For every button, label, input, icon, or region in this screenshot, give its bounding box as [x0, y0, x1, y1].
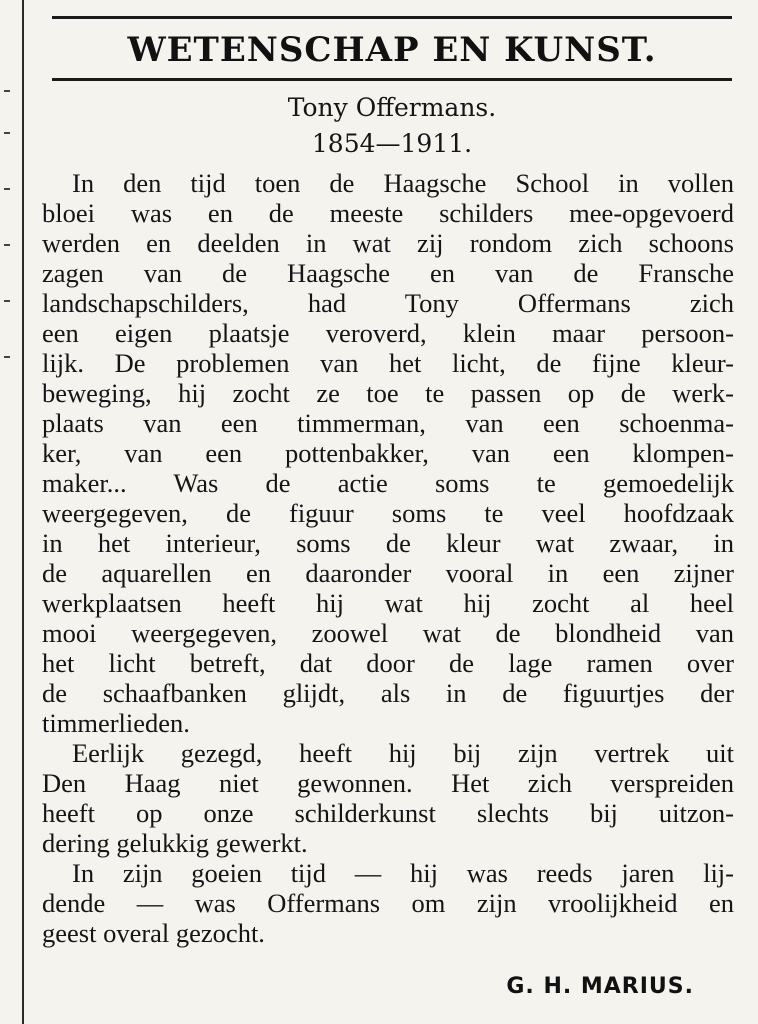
article-line: landschapschilders, had Tony Offermans zich: [42, 288, 734, 318]
author-signature: G. H. MARIUS.: [506, 974, 694, 999]
article-line: In zijn goeien tijd — hij was reeds jaren lij-: [72, 858, 734, 888]
article-line: werkplaatsen heeft hij wat hij zocht al heel: [42, 588, 734, 618]
heading-rule: [52, 78, 732, 81]
article-line: werden en deelden in wat zij rondom zich schoons: [42, 228, 734, 258]
column-divider: [22, 0, 24, 1024]
section-heading: WETENSCHAP EN KUNST.: [127, 30, 657, 70]
article-line: dende — was Offermans om zijn vroolijkheid en: [42, 888, 734, 918]
article-line: geest overal gezocht.: [42, 918, 265, 948]
article-body: [42, 168, 734, 948]
article-line: in het interieur, soms de kleur wat zwaar, in: [42, 528, 734, 558]
article-line: timmerlieden.: [42, 708, 190, 738]
article-line: een eigen plaatsje veroverd, klein maar persoon-: [42, 318, 734, 348]
article-line: de aquarellen en daaronder vooral in een zijner: [42, 558, 734, 588]
article-years: 1854—1911.: [311, 129, 473, 158]
article-line: zagen van de Haagsche en van de Fransche: [42, 258, 734, 288]
article-line: maker... Was de actie soms te gemoedelijk: [42, 468, 734, 498]
article-line: mooi weergegeven, zoowel wat de blondheid van: [42, 618, 734, 648]
article-line: bloei was en de meeste schilders mee-opgevoerd: [42, 198, 734, 228]
article-line: beweging, hij zocht ze toe te passen op de werk-: [42, 378, 734, 408]
article-line: plaats van een timmerman, van een schoenma-: [42, 408, 734, 438]
top-rule: [52, 16, 732, 19]
article-line: weergegeven, de figuur soms te veel hoofdzaak: [42, 498, 734, 528]
article-line: Eerlijk gezegd, heeft hij bij zijn vertrek uit: [72, 738, 734, 768]
article-line: Den Haag niet gewonnen. Het zich verspreiden: [42, 768, 734, 798]
article-line: het licht betreft, dat door de lage ramen over: [42, 648, 734, 678]
article-line: ker, van een pottenbakker, van een klompen-: [42, 438, 734, 468]
article-line: In den tijd toen de Haagsche School in vollen: [72, 168, 734, 198]
article-title: Tony Offermans.: [287, 93, 497, 122]
article-line: heeft op onze schilderkunst slechts bij uitzon-: [42, 798, 734, 828]
article-line: de schaafbanken glijdt, als in de figuurtjes der: [42, 678, 734, 708]
article-line: dering gelukkig gewerkt.: [42, 828, 308, 858]
left-margin-marks: [2, 0, 14, 1024]
article-line: lijk. De problemen van het licht, de fijne kleur-: [42, 348, 734, 378]
